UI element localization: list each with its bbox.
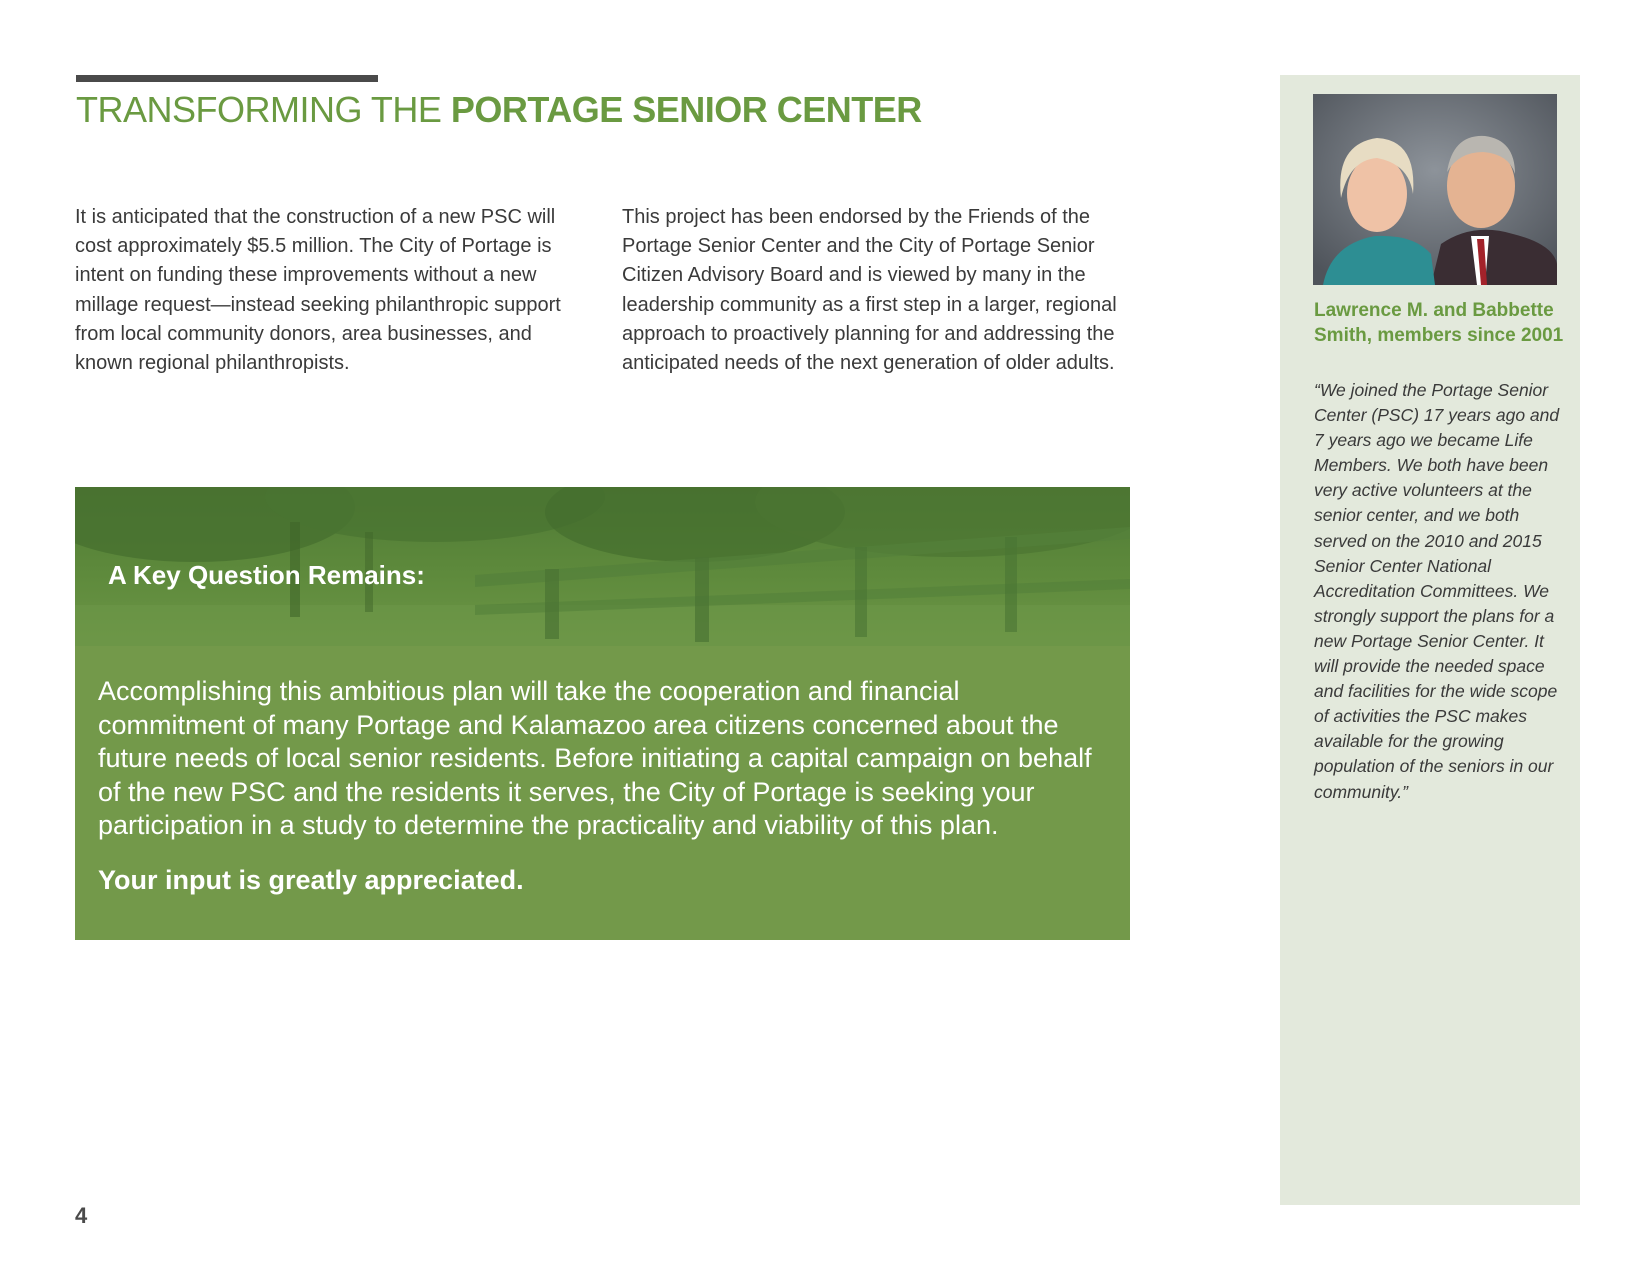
testimonial-quote: “We joined the Portage Senior Center (PSC) 17 years ago and 7 years ago we became Life Members. We both have been very active volunteers at the senior center, and we both served on the 2010 and 2015 Senior Center National Accreditation Committees. We strongly support the plans for a new Portage Senior Center. It will provide the needed space and facilities for the wide scope of activities the PSC makes available for the growing population of the seniors in our community.” [1314,380,1560,802]
page-title-prefix: TRANSFORMING THE [76,89,442,130]
body-column-left: It is anticipated that the construction of a new PSC will cost approximately $5.5 million. The City of Portage is intent on funding these improvements without a new millage request—instead seeking philanthropic support from local community donors, area businesses, and known regional philanthropists. [75,206,561,375]
testimonial-caption: Lawrence M. and Babbette Smith, members since 2001 [1314,300,1564,346]
title-rule [76,75,378,82]
page-title [76,88,922,132]
body-column-right: This project has been endorsed by the Friends of the Portage Senior Center and the City of Portage Senior Citizen Advisory Board and is viewed by many in the leadership community as a first step in a larger, regional approach to proactively planning for and addressing the anticipated needs of the next generation of older adults. [622,206,1117,375]
key-question-box [75,487,1130,940]
testimonial-sidebar [1280,75,1580,1205]
key-question-closing: Your input is greatly appreciated. [98,865,524,895]
page-number: 4 [75,1203,88,1228]
portrait-photo [1313,94,1557,285]
page-title-bold: PORTAGE SENIOR CENTER [450,89,922,130]
key-question-body: Accomplishing this ambitious plan will take the cooperation and financial commitment of many Portage and Kalamazoo area citizens concerned about the future needs of local senior residents. Before initiating a capital campaign on behalf of the new PSC and the residents it serves, the City of Portage is seeking your participation in a study to determine the practicality and viability of this plan. [98,676,1092,840]
key-question-heading: A Key Question Remains: [108,560,425,590]
key-question-banner [75,487,1130,646]
